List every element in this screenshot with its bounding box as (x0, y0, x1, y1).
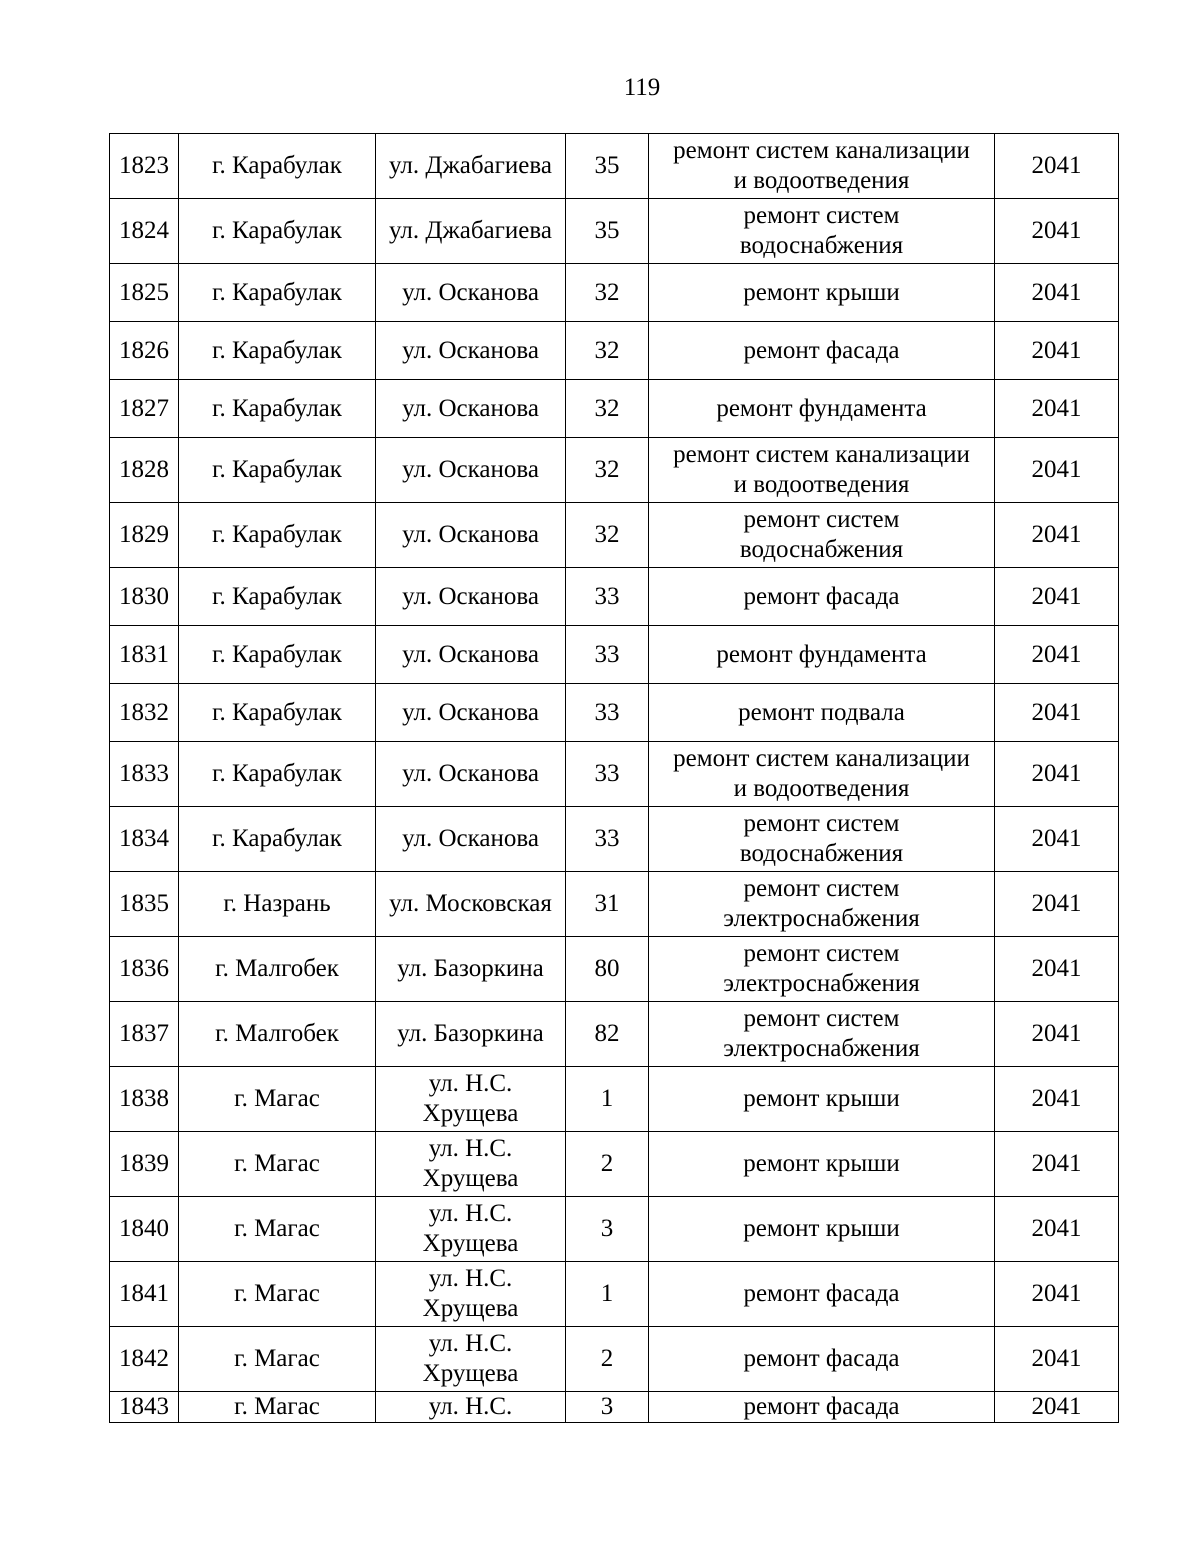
house-number-cell: 82 (566, 1002, 649, 1067)
work-type-line: ремонт фасада (743, 336, 900, 364)
street-line: ул. Н.С. (428, 1265, 513, 1292)
house-number-cell: 31 (566, 872, 649, 937)
work-type-line: ремонт систем (743, 1005, 900, 1032)
table-row (110, 1132, 1119, 1197)
row-number-cell: 1831 (110, 626, 179, 684)
city-cell: г. Карабулак (179, 568, 376, 626)
city-cell: г. Карабулак (179, 264, 376, 322)
house-number-cell: 33 (566, 568, 649, 626)
street-line: ул. Джабагиева (389, 217, 552, 244)
work-type-line: ремонт фасада (743, 1280, 900, 1307)
house-number-cell: 2 (566, 1327, 649, 1392)
row-number-cell: 1828 (110, 438, 179, 503)
work-type-line: и водоотведения (733, 167, 910, 194)
work-type-cell (649, 742, 995, 807)
city-cell: г. Карабулак (179, 380, 376, 438)
street-cell (376, 1327, 566, 1392)
table-row (110, 1392, 1119, 1423)
work-type-cell (649, 1002, 995, 1067)
work-type-line: ремонт фасада (743, 1393, 900, 1420)
street-cell (376, 626, 566, 684)
row-number-cell: 1824 (110, 199, 179, 264)
table-row (110, 322, 1119, 380)
street-cell (376, 568, 566, 626)
work-type-line: ремонт фасада (743, 582, 900, 610)
row-number-cell: 1825 (110, 264, 179, 322)
row-number-cell: 1842 (110, 1327, 179, 1392)
table-row (110, 1262, 1119, 1327)
city-cell: г. Малгобек (179, 1002, 376, 1067)
table-row (110, 1002, 1119, 1067)
year-cell: 2041 (995, 742, 1119, 807)
work-type-cell (649, 937, 995, 1002)
row-number-cell: 1823 (110, 134, 179, 199)
row-number-cell: 1836 (110, 937, 179, 1002)
table-row (110, 807, 1119, 872)
work-type-cell (649, 684, 995, 742)
work-type-line: ремонт крыши (743, 278, 900, 306)
street-line: Хрущева (422, 1230, 519, 1257)
street-line: ул. Осканова (402, 640, 539, 668)
year-cell: 2041 (995, 1392, 1119, 1423)
work-type-line: ремонт фундамента (716, 640, 927, 668)
row-number-cell: 1843 (110, 1392, 179, 1423)
city-cell: г. Карабулак (179, 438, 376, 503)
work-type-line: ремонт подвала (738, 698, 905, 726)
city-cell: г. Карабулак (179, 322, 376, 380)
house-number-cell: 33 (566, 626, 649, 684)
work-type-cell (649, 199, 995, 264)
street-line: Хрущева (422, 1295, 519, 1322)
street-cell (376, 503, 566, 568)
house-number-cell: 80 (566, 937, 649, 1002)
table-row (110, 1197, 1119, 1262)
street-cell (376, 134, 566, 199)
row-number-cell: 1830 (110, 568, 179, 626)
work-type-line: ремонт фундамента (716, 394, 927, 422)
year-cell: 2041 (995, 1262, 1119, 1327)
work-type-cell (649, 807, 995, 872)
city-cell: г. Карабулак (179, 742, 376, 807)
house-number-cell: 33 (566, 684, 649, 742)
street-line: ул. Осканова (402, 521, 539, 548)
work-type-cell (649, 322, 995, 380)
city-cell: г. Магас (179, 1132, 376, 1197)
work-type-line: ремонт систем (743, 875, 900, 902)
street-line: ул. Н.С. (428, 1393, 513, 1420)
street-line: Хрущева (422, 1100, 519, 1127)
work-type-line: водоснабжения (739, 232, 904, 259)
work-type-line: ремонт систем канализации (673, 441, 970, 468)
street-line: ул. Н.С. (428, 1135, 513, 1162)
house-number-cell: 1 (566, 1067, 649, 1132)
city-cell: г. Малгобек (179, 937, 376, 1002)
work-type-line: электроснабжения (723, 1035, 920, 1062)
house-number-cell: 32 (566, 438, 649, 503)
row-number-cell: 1833 (110, 742, 179, 807)
street-line: ул. Осканова (402, 456, 539, 483)
house-number-cell: 2 (566, 1132, 649, 1197)
work-type-cell (649, 626, 995, 684)
year-cell: 2041 (995, 438, 1119, 503)
table-row (110, 264, 1119, 322)
work-type-line: ремонт систем канализации (673, 137, 970, 164)
house-number-cell: 32 (566, 503, 649, 568)
house-number-cell: 32 (566, 264, 649, 322)
row-number-cell: 1835 (110, 872, 179, 937)
table-body (110, 134, 1119, 1423)
table-row (110, 1327, 1119, 1392)
city-cell: г. Магас (179, 1197, 376, 1262)
page-number: 119 (623, 74, 661, 101)
year-cell: 2041 (995, 134, 1119, 199)
city-cell: г. Карабулак (179, 684, 376, 742)
city-cell: г. Магас (179, 1067, 376, 1132)
work-type-cell (649, 1392, 995, 1423)
table-row (110, 742, 1119, 807)
street-line: Хрущева (422, 1360, 519, 1387)
year-cell: 2041 (995, 264, 1119, 322)
table-row (110, 438, 1119, 503)
work-type-line: водоснабжения (739, 840, 904, 867)
year-cell: 2041 (995, 568, 1119, 626)
street-cell (376, 1002, 566, 1067)
work-type-line: ремонт фасада (743, 1345, 900, 1372)
house-number-cell: 33 (566, 742, 649, 807)
city-cell: г. Магас (179, 1262, 376, 1327)
row-number-cell: 1834 (110, 807, 179, 872)
work-type-line: ремонт систем (743, 506, 900, 533)
year-cell: 2041 (995, 503, 1119, 568)
work-type-cell (649, 1067, 995, 1132)
work-type-cell (649, 380, 995, 438)
street-line: ул. Московская (389, 890, 552, 917)
city-cell: г. Карабулак (179, 134, 376, 199)
house-number-cell: 3 (566, 1197, 649, 1262)
year-cell: 2041 (995, 937, 1119, 1002)
street-cell (376, 1197, 566, 1262)
year-cell: 2041 (995, 1132, 1119, 1197)
work-type-cell (649, 264, 995, 322)
table-row (110, 199, 1119, 264)
year-cell: 2041 (995, 1197, 1119, 1262)
street-cell (376, 1132, 566, 1197)
street-line: ул. Осканова (402, 394, 539, 422)
work-type-line: ремонт крыши (743, 1150, 900, 1177)
year-cell: 2041 (995, 1067, 1119, 1132)
year-cell: 2041 (995, 380, 1119, 438)
street-cell (376, 199, 566, 264)
table-row (110, 684, 1119, 742)
row-number-cell: 1840 (110, 1197, 179, 1262)
street-cell (376, 438, 566, 503)
work-type-cell (649, 568, 995, 626)
table-row (110, 134, 1119, 199)
table-row (110, 503, 1119, 568)
work-type-cell (649, 503, 995, 568)
street-line: Хрущева (422, 1165, 519, 1192)
work-type-line: электроснабжения (723, 970, 920, 997)
work-type-line: ремонт систем (743, 202, 900, 229)
table-row (110, 380, 1119, 438)
street-line: ул. Осканова (402, 825, 539, 852)
row-number-cell: 1837 (110, 1002, 179, 1067)
year-cell: 2041 (995, 872, 1119, 937)
work-type-line: ремонт систем (743, 940, 900, 967)
city-cell: г. Назрань (179, 872, 376, 937)
year-cell: 2041 (995, 626, 1119, 684)
work-type-cell (649, 872, 995, 937)
street-cell (376, 872, 566, 937)
year-cell: 2041 (995, 807, 1119, 872)
street-line: ул. Осканова (402, 278, 539, 306)
street-cell (376, 1262, 566, 1327)
work-type-cell (649, 134, 995, 199)
work-type-cell (649, 1327, 995, 1392)
row-number-cell: 1826 (110, 322, 179, 380)
table-row (110, 872, 1119, 937)
street-cell (376, 937, 566, 1002)
street-cell (376, 380, 566, 438)
house-number-cell: 35 (566, 134, 649, 199)
year-cell: 2041 (995, 1002, 1119, 1067)
house-number-cell: 32 (566, 380, 649, 438)
work-type-cell (649, 1197, 995, 1262)
street-cell (376, 1392, 566, 1423)
street-cell (376, 684, 566, 742)
city-cell: г. Магас (179, 1327, 376, 1392)
street-line: ул. Базоркина (397, 955, 544, 982)
city-cell: г. Карабулак (179, 626, 376, 684)
city-cell: г. Магас (179, 1392, 376, 1423)
year-cell: 2041 (995, 1327, 1119, 1392)
row-number-cell: 1839 (110, 1132, 179, 1197)
year-cell: 2041 (995, 322, 1119, 380)
work-type-line: водоснабжения (739, 536, 904, 563)
work-type-cell (649, 1262, 995, 1327)
row-number-cell: 1829 (110, 503, 179, 568)
work-type-line: и водоотведения (733, 471, 910, 498)
street-cell (376, 264, 566, 322)
street-line: ул. Осканова (402, 698, 539, 726)
street-line: ул. Осканова (402, 336, 539, 364)
work-type-line: электроснабжения (723, 905, 920, 932)
house-number-cell: 33 (566, 807, 649, 872)
city-cell: г. Карабулак (179, 807, 376, 872)
street-line: ул. Осканова (402, 582, 539, 610)
table-row (110, 568, 1119, 626)
house-number-cell: 35 (566, 199, 649, 264)
year-cell: 2041 (995, 684, 1119, 742)
house-number-cell: 3 (566, 1392, 649, 1423)
city-cell: г. Карабулак (179, 199, 376, 264)
row-number-cell: 1832 (110, 684, 179, 742)
street-line: ул. Осканова (402, 760, 539, 787)
street-line: ул. Джабагиева (389, 152, 552, 179)
work-type-line: ремонт крыши (743, 1085, 900, 1112)
work-type-line: и водоотведения (733, 775, 910, 802)
street-line: ул. Базоркина (397, 1020, 544, 1047)
street-line: ул. Н.С. (428, 1070, 513, 1097)
city-cell: г. Карабулак (179, 503, 376, 568)
table-row (110, 1067, 1119, 1132)
street-cell (376, 742, 566, 807)
row-number-cell: 1838 (110, 1067, 179, 1132)
street-cell (376, 1067, 566, 1132)
work-type-line: ремонт систем канализации (673, 745, 970, 772)
work-type-line: ремонт систем (743, 810, 900, 837)
work-type-cell (649, 438, 995, 503)
year-cell: 2041 (995, 199, 1119, 264)
table-row (110, 937, 1119, 1002)
table-row (110, 626, 1119, 684)
street-cell (376, 807, 566, 872)
work-type-cell (649, 1132, 995, 1197)
street-line: ул. Н.С. (428, 1330, 513, 1357)
row-number-cell: 1827 (110, 380, 179, 438)
work-type-line: ремонт крыши (743, 1215, 900, 1242)
street-cell (376, 322, 566, 380)
house-number-cell: 1 (566, 1262, 649, 1327)
row-number-cell: 1841 (110, 1262, 179, 1327)
repair-schedule-table (109, 133, 1119, 1423)
house-number-cell: 32 (566, 322, 649, 380)
street-line: ул. Н.С. (428, 1200, 513, 1227)
